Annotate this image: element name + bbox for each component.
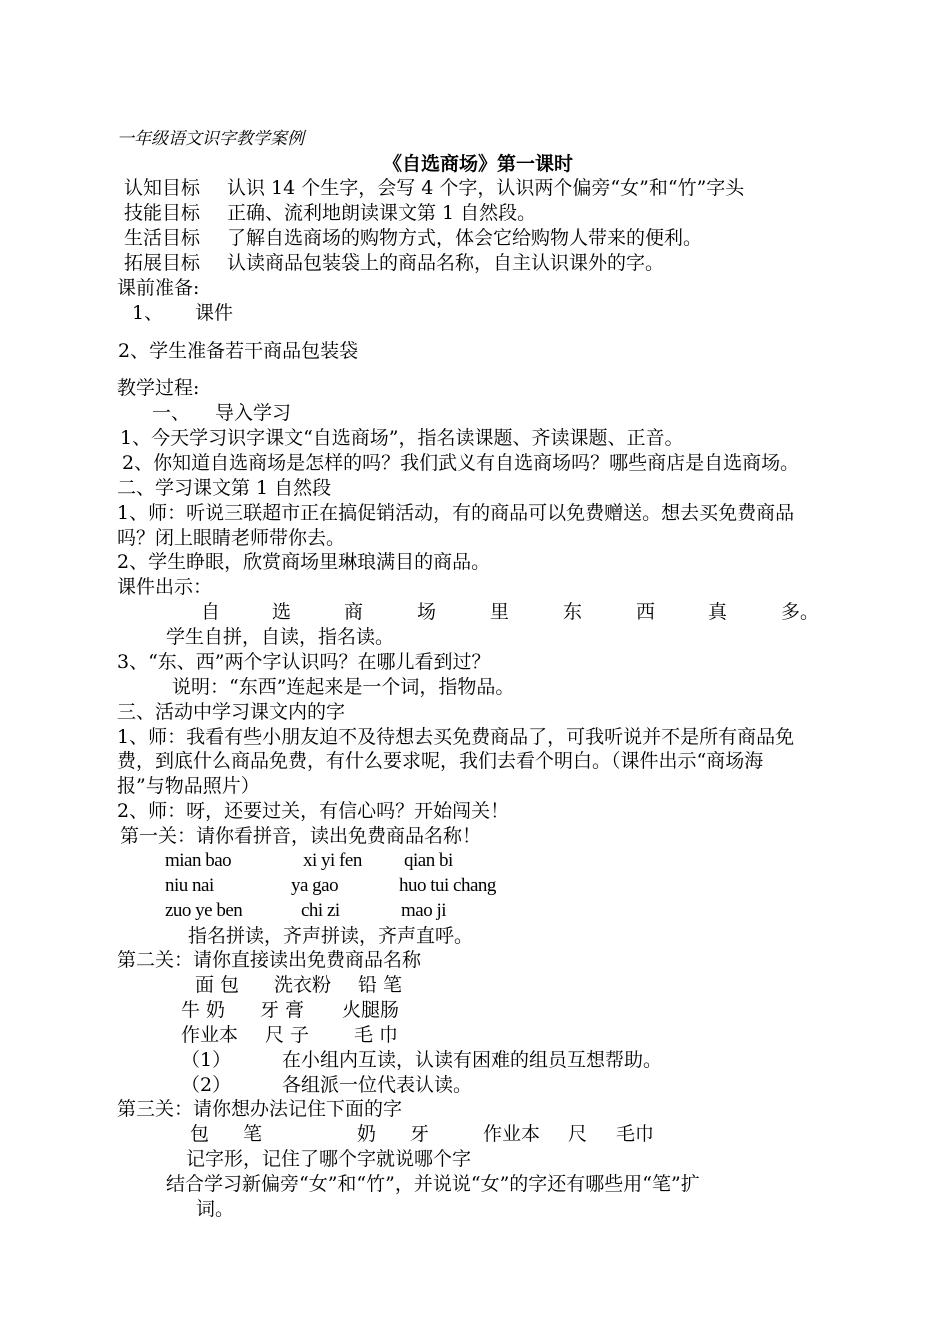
level2-step1-text: 在小组内互读，认读有困难的组员互想帮助。: [282, 1049, 663, 1071]
word-item: 铅 笔: [358, 974, 403, 996]
prep-item2: 2、学生准备若干商品包装袋: [118, 340, 359, 362]
word-item: 洗衣粉: [274, 974, 332, 996]
pinyin-item: mian bao: [165, 850, 232, 871]
goal-label-life: 生活目标: [124, 227, 201, 249]
pinyin-row: [0, 849, 950, 873]
section1-paragraph1: 1、今天学习识字课文“自选商场”，指名读课题、齐读课题、正音。: [120, 427, 684, 449]
section1-paragraph2: 2、你知道自选商场是怎样的吗？我们武义有自选商场吗？哪些商店是自选商场。: [122, 452, 800, 474]
level3-char: 奶: [357, 1123, 377, 1145]
level3-char: 笔: [243, 1123, 263, 1145]
goal-label-extension: 拓展目标: [124, 252, 201, 274]
level3-char: 作业本: [483, 1123, 541, 1145]
sentence-char: 东: [563, 601, 583, 623]
word-item: 尺 子: [265, 1024, 310, 1046]
section1-title: 导入学习: [215, 402, 292, 424]
level2-heading: 第二关：请你直接读出免费商品名称: [117, 949, 422, 971]
section2-note: 说明：“东西”连起来是一个词，指物品。: [172, 676, 515, 698]
pinyin-item: xi yi fen: [303, 850, 362, 871]
prep-item1-text: 课件: [195, 302, 234, 324]
pinyin-item: zuo ye ben: [165, 900, 243, 921]
document-header: 一年级语文识字教学案例: [117, 129, 304, 149]
sentence-char: 自: [201, 601, 221, 623]
section2-paragraph2: 2、学生睁眼，欣赏商场里琳琅满目的商品。: [117, 551, 491, 573]
section3-paragraph2: 2、师：呀，还要过关，有信心吗？开始闯关！: [117, 800, 510, 822]
level3-char: 尺: [568, 1123, 588, 1145]
section2-paragraph1-line1: 1、师：听说三联超市正在搞促销活动，有的商品可以免费赠送。想去买免费商品: [117, 502, 795, 524]
section2-heading: 二、学习课文第 1 自然段: [117, 477, 332, 499]
sentence-char: 选: [272, 601, 292, 623]
pinyin-item: ya gao: [291, 875, 339, 896]
sentence-characters-row: [0, 600, 950, 624]
process-heading: 教学过程:: [117, 377, 200, 399]
level1-heading: 第一关：请你看拼音，读出免费商品名称！: [120, 825, 482, 847]
sentence-char: 西: [636, 601, 656, 623]
word-item: 牙 膏: [260, 999, 305, 1021]
section2-paragraph1-line2: 吗？闭上眼睛老师带你去。: [117, 527, 346, 549]
level3-char: 毛巾: [616, 1123, 655, 1145]
section3-paragraph1-line3: 报”与物品照片）: [117, 775, 260, 797]
pinyin-item: qian bi: [404, 850, 453, 871]
sentence-char: 商: [344, 601, 364, 623]
word-row: [0, 1023, 950, 1047]
section3-heading: 三、活动中学习课文内的字: [117, 701, 346, 723]
section3-paragraph1-line2: 费，到底什么商品免费，有什么要求呢，我们去看个明白。（课件出示“商场海: [117, 750, 764, 772]
goal-label-skill: 技能目标: [124, 202, 201, 224]
word-item: 作业本: [181, 1024, 239, 1046]
word-row: [0, 998, 950, 1022]
goal-text-life: 了解自选商场的购物方式，体会它给购物人带来的便利。: [227, 227, 703, 249]
word-item: 牛 奶: [181, 999, 226, 1021]
section3-paragraph1-line1: 1、师：我看有些小朋友迫不及待想去买免费商品了，可我听说并不是所有商品免: [117, 726, 795, 748]
level3-characters-row: [0, 1122, 950, 1146]
goal-text-cognitive: 认识 14 个生字，会写 4 个字，认识两个偏旁“女”和“竹”字头: [227, 177, 745, 199]
sentence-char: 多。: [781, 601, 820, 623]
sentence-char: 里: [490, 601, 510, 623]
goal-text-skill: 正确、流利地朗读课文第 1 自然段。: [227, 202, 537, 224]
student-self-read: 学生自拼，自读，指名读。: [166, 626, 395, 648]
prep-item1-num: 1、: [132, 302, 164, 324]
page-title: 《自选商场》第一课时: [383, 153, 574, 175]
level3-char: 牙: [410, 1123, 430, 1145]
goal-text-extension: 认读商品包装袋上的商品名称，自主认识课外的字。: [227, 252, 665, 274]
word-item: 面 包: [195, 974, 240, 996]
level2-step1-num: （1）: [181, 1049, 232, 1071]
level2-step2-num: （2）: [181, 1074, 232, 1096]
level3-paragraph2-line2: 词。: [196, 1198, 235, 1220]
pinyin-item: huo tui chang: [399, 875, 496, 896]
pinyin-item: mao ji: [401, 900, 447, 921]
pinyin-row: [0, 899, 950, 923]
level3-paragraph2-line1: 结合学习新偏旁“女”和“竹”，并说说“女”的字还有哪些用“笔”扩: [166, 1173, 700, 1195]
level3-paragraph1: 记字形，记住了哪个字就说哪个字: [186, 1148, 472, 1170]
section1-num: 一、: [152, 402, 191, 424]
level1-reading-instructions: 指名拼读，齐声拼读，齐声直呼。: [188, 925, 474, 947]
word-row: [0, 973, 950, 997]
level2-step2-text: 各组派一位代表认读。: [282, 1074, 473, 1096]
word-item: 毛 巾: [354, 1024, 399, 1046]
sentence-char: 场: [417, 601, 437, 623]
prep-heading: 课前准备:: [117, 277, 200, 299]
word-item: 火腿肠: [342, 999, 400, 1021]
pinyin-item: chi zi: [301, 900, 340, 921]
pinyin-item: niu nai: [165, 875, 214, 896]
courseware-show-label: 课件出示：: [117, 576, 213, 598]
pinyin-row: [0, 874, 950, 898]
sentence-char: 真: [708, 601, 728, 623]
section2-paragraph3: 3、“东、西”两个字认识吗？在哪儿看到过？: [117, 651, 491, 673]
level3-char: 包: [190, 1123, 210, 1145]
level3-heading: 第三关：请你想办法记住下面的字: [117, 1098, 403, 1120]
goal-label-cognitive: 认知目标: [124, 177, 201, 199]
